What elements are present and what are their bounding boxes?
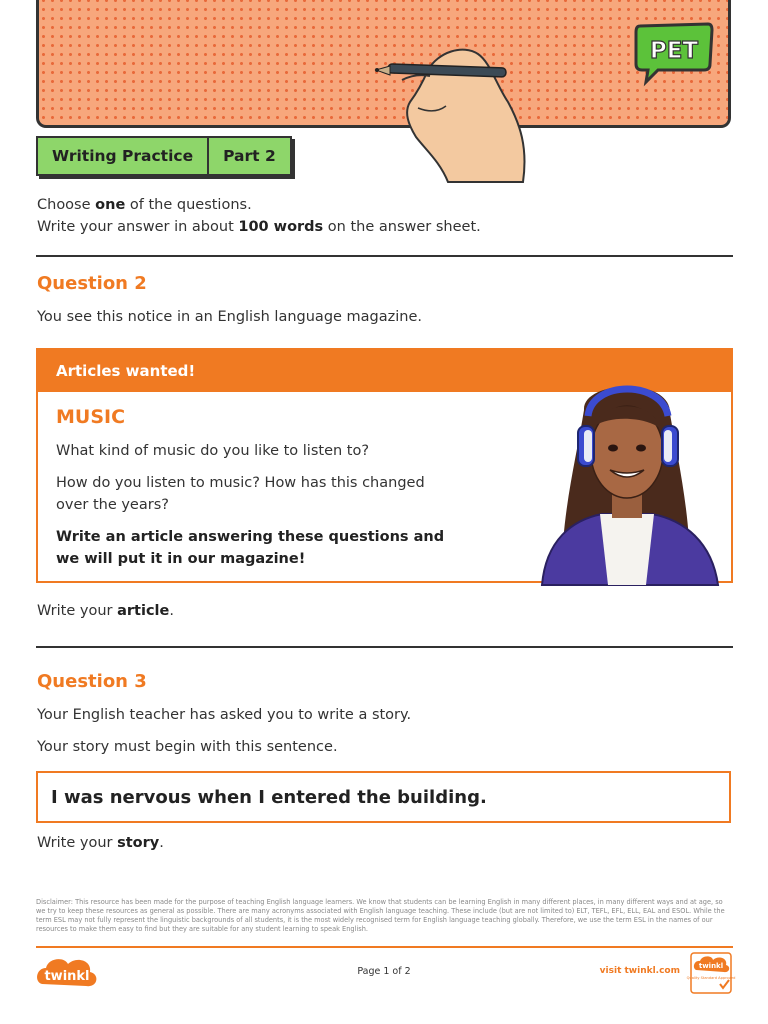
- pet-badge-label: PET: [649, 38, 699, 64]
- disclaimer-text: Disclaimer: This resource has been made for the purpose of teaching English language learners. We know that students can be learning English in many different places, in many different ways and at age, so we try to keep these resources as general as possible. There are many acronyms associated with English language teaching. These include (but are not limited to) ELT, TEFL, EFL, ELL, EAL and ESOL. While the term ESL may not fully represent the linguistic backgrounds of all students, it is the most widely recognised term for English language teaching globally. Therefore, we use the term ESL in the names of our resources to make them easy to find but they are suitable for any student learning to speak English.: [36, 898, 725, 933]
- text: on the answer sheet.: [323, 219, 481, 235]
- intro-line-2: [37, 216, 481, 238]
- notice-question-1: What kind of music do you like to listen to?: [56, 443, 370, 459]
- text: of the questions.: [125, 197, 252, 213]
- girl-with-headphones-illustration: [522, 370, 732, 585]
- question-2-instruction: [37, 603, 174, 619]
- tab-writing-practice: Writing Practice: [36, 136, 209, 176]
- twinkl-logo-text: twinkl: [44, 969, 90, 984]
- quality-label: Quality Standard Approved: [686, 976, 736, 980]
- notice-call-to-action: Write an article answering these questions and we will put it in our magazine!: [56, 529, 445, 567]
- question-3-title: Question 3: [37, 671, 147, 692]
- intro-instructions: [37, 194, 481, 238]
- text: .: [169, 603, 174, 619]
- text: .: [159, 835, 164, 851]
- question-2-title: Question 2: [37, 273, 147, 294]
- notice-box: [36, 348, 733, 583]
- story-opening-sentence: I was nervous when I entered the building.: [36, 771, 731, 823]
- quality-logo-text: twinkl: [698, 962, 724, 970]
- notice-title: MUSIC: [56, 406, 126, 428]
- notice-question-2: How do you listen to music? How has this changed over the years?: [56, 475, 425, 513]
- text: Write your: [37, 835, 118, 851]
- question-2-prompt: You see this notice in an English language magazine.: [37, 309, 423, 325]
- emphasis: one: [95, 197, 126, 213]
- hand-with-pen-illustration: [368, 32, 533, 182]
- question-3-line-1: Your English teacher has asked you to write a story.: [37, 707, 412, 723]
- header-tabs: [36, 136, 292, 176]
- emphasis: story: [117, 835, 160, 851]
- page-number: Page 1 of 2: [357, 966, 411, 977]
- pet-badge-icon: [632, 20, 714, 86]
- text: Choose: [37, 197, 96, 213]
- footer-divider: [36, 946, 733, 948]
- intro-line-1: [37, 194, 481, 216]
- section-divider: [36, 646, 733, 648]
- question-3-line-2: Your story must begin with this sentence.: [37, 739, 338, 755]
- question-3-instruction: [37, 835, 164, 851]
- text: Write your answer in about: [37, 219, 239, 235]
- tab-part-2: Part 2: [209, 136, 292, 176]
- emphasis: article: [117, 603, 170, 619]
- visit-twinkl-link[interactable]: visit twinkl.com: [599, 966, 680, 976]
- text: Write your: [37, 603, 118, 619]
- section-divider: [36, 255, 733, 257]
- notice-header: Articles wanted!: [38, 350, 731, 392]
- emphasis: 100 words: [238, 219, 324, 235]
- quality-standard-badge-icon: [686, 952, 736, 994]
